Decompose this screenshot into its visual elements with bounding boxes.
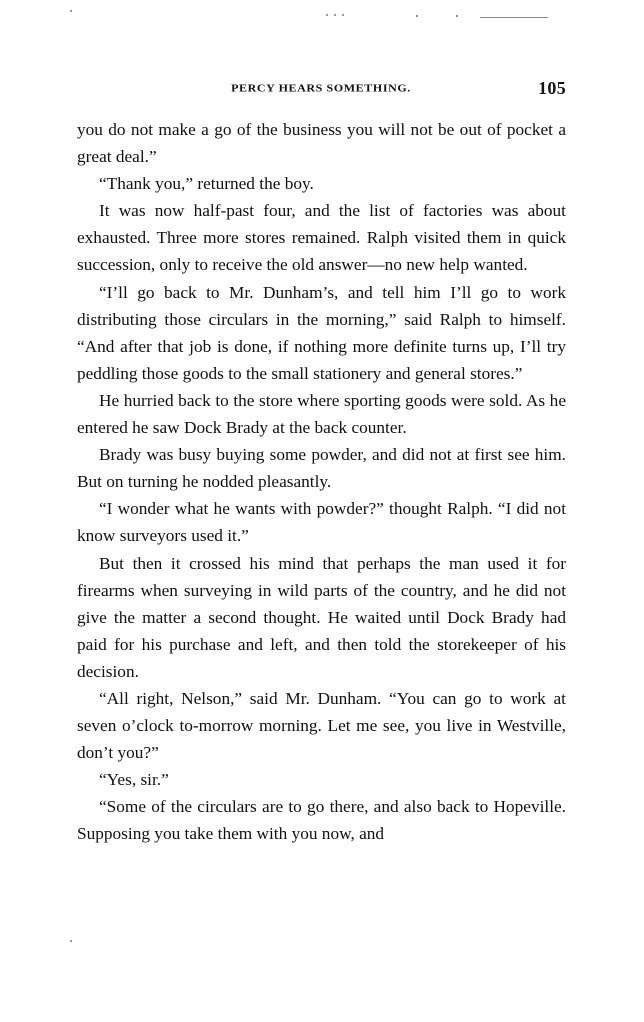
scan-artifact-dot	[342, 14, 344, 16]
scan-artifact-dot	[456, 15, 458, 17]
paragraph: “Thank you,” returned the boy.	[99, 174, 314, 194]
paragraph: Brady was busy buying some powder, and did not at first see him. But on turning he nodded pleasantly.	[77, 445, 566, 492]
scan-artifact-dot	[416, 15, 418, 17]
scan-artifact-dot	[326, 14, 328, 16]
paragraph: He hurried back to the store where sporting goods were sold. As he entered he saw Dock Brady at the back counter.	[77, 390, 566, 438]
paragraph: “I wonder what he wants with powder?” thought Ralph. “I did not know surveyors used it.”	[77, 499, 566, 546]
paragraph: But then it crossed his mind that perhaps the man used it for firearms when surveying in wild parts of the country, and he did not give the matter a second thought. He waited until Dock Brady had paid for his purchase and left, and then told the storekeeper of his decision.	[77, 553, 566, 681]
scan-artifact-dot	[70, 10, 72, 12]
paragraph: It was now half-past four, and the list of factories was about exhausted. Three more stores remained. Ralph visited them in quick succession, only to receive the old answer—no new help wanted.	[77, 201, 566, 275]
running-title: PERCY HEARS SOMETHING.	[231, 81, 411, 95]
paragraph: “Yes, sir.”	[99, 770, 169, 790]
scan-artifact-line	[480, 17, 548, 18]
body-text	[77, 116, 566, 848]
paragraph: “Some of the circulars are to go there, and also back to Hopeville. Supposing you take them with you now, and	[77, 797, 566, 844]
page-number: 105	[538, 78, 566, 98]
page-header	[76, 78, 566, 102]
paragraph: “All right, Nelson,” said Mr. Dunham. “You can go to work at seven o’clock to-morrow morning. Let me see, you live in Westville, don’t you?”	[77, 688, 566, 763]
paragraph: you do not make a go of the business you will not be out of pocket a great deal.”	[77, 120, 566, 167]
scan-artifact-dot	[70, 940, 72, 942]
paragraph: “I’ll go back to Mr. Dunham’s, and tell him I’ll go to work distributing those circulars in the morning,” said Ralph to himself. “And after that job is done, if nothing more definite turns up, I’ll try peddling those goods to the small stationery and general stores.”	[77, 282, 566, 383]
scan-artifact-dot	[334, 14, 336, 16]
